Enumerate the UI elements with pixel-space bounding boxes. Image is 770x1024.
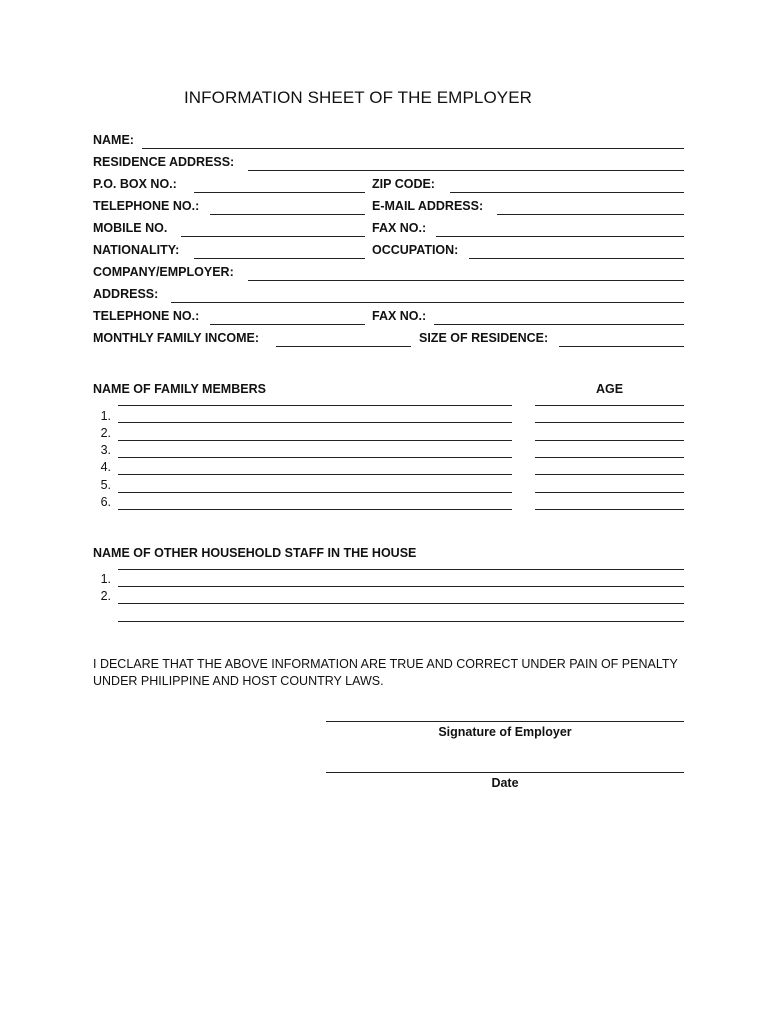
occupation-field[interactable]	[469, 258, 684, 259]
occupation-label: OCCUPATION:	[372, 243, 459, 257]
family-row-number: 6.	[100, 495, 111, 509]
monthly-income-label: MONTHLY FAMILY INCOME:	[93, 331, 259, 345]
company-telephone-label: TELEPHONE NO.:	[93, 309, 200, 323]
mobile-label: MOBILE NO.	[93, 221, 168, 235]
family-member-age-field[interactable]	[535, 422, 684, 423]
nationality-label: NATIONALITY:	[93, 243, 180, 257]
family-row-number: 1.	[100, 409, 111, 423]
age-header: AGE	[596, 382, 624, 396]
staff-name-field[interactable]	[118, 586, 684, 587]
signature-label: Signature of Employer	[438, 725, 572, 739]
family-member-age-field[interactable]	[535, 457, 684, 458]
family-member-age-field[interactable]	[535, 509, 684, 510]
fax-label: FAX NO.:	[372, 221, 427, 235]
signature-line[interactable]	[326, 721, 684, 722]
staff-name-field[interactable]	[118, 621, 684, 622]
telephone-label: TELEPHONE NO.:	[93, 199, 200, 213]
family-member-age-field[interactable]	[535, 474, 684, 475]
residence-address-field[interactable]	[248, 170, 684, 171]
family-row-number: 5.	[100, 478, 111, 492]
family-member-name-field[interactable]	[118, 405, 512, 406]
po-box-label: P.O. BOX NO.:	[93, 177, 177, 191]
zip-code-label: ZIP CODE:	[372, 177, 435, 191]
residence-size-field[interactable]	[559, 346, 684, 347]
date-line[interactable]	[326, 772, 684, 773]
company-fax-label: FAX NO.:	[372, 309, 427, 323]
residence-size-label: SIZE OF RESIDENCE:	[419, 331, 549, 345]
email-label: E-MAIL ADDRESS:	[372, 199, 484, 213]
zip-code-field[interactable]	[450, 192, 684, 193]
company-label: COMPANY/EMPLOYER:	[93, 265, 234, 279]
fax-field[interactable]	[436, 236, 684, 237]
company-telephone-field[interactable]	[210, 324, 365, 325]
family-member-name-field[interactable]	[118, 422, 512, 423]
date-label: Date	[491, 776, 519, 790]
telephone-field[interactable]	[210, 214, 365, 215]
name-field[interactable]	[142, 148, 684, 149]
family-member-name-field[interactable]	[118, 440, 512, 441]
household-staff-header: NAME OF OTHER HOUSEHOLD STAFF IN THE HOUSE	[93, 546, 417, 560]
declaration-text: I DECLARE THAT THE ABOVE INFORMATION ARE TRUE AND CORRECT UNDER PAIN OF PENALTY UNDER PHILIPPINE AND HOST COUNTRY LAWS.	[93, 657, 678, 688]
company-field[interactable]	[248, 280, 684, 281]
family-member-age-field[interactable]	[535, 405, 684, 406]
nationality-field[interactable]	[194, 258, 365, 259]
family-row-number: 4.	[100, 460, 111, 474]
staff-name-field[interactable]	[118, 603, 684, 604]
company-fax-field[interactable]	[434, 324, 684, 325]
family-member-name-field[interactable]	[118, 474, 512, 475]
monthly-income-field[interactable]	[276, 346, 411, 347]
family-member-age-field[interactable]	[535, 440, 684, 441]
family-member-name-field[interactable]	[118, 509, 512, 510]
po-box-field[interactable]	[194, 192, 365, 193]
name-label: NAME:	[93, 133, 134, 147]
family-row-number: 3.	[100, 443, 111, 457]
staff-row-number: 2.	[100, 589, 111, 603]
mobile-field[interactable]	[181, 236, 365, 237]
address-field[interactable]	[171, 302, 684, 303]
page-title: INFORMATION SHEET OF THE EMPLOYER	[183, 88, 533, 107]
family-member-name-field[interactable]	[118, 457, 512, 458]
family-row-number: 2.	[100, 426, 111, 440]
email-field[interactable]	[497, 214, 684, 215]
staff-name-field[interactable]	[118, 569, 684, 570]
residence-address-label: RESIDENCE ADDRESS:	[93, 155, 235, 169]
family-member-name-field[interactable]	[118, 492, 512, 493]
family-member-age-field[interactable]	[535, 492, 684, 493]
family-members-header: NAME OF FAMILY MEMBERS	[93, 382, 266, 396]
address-label: ADDRESS:	[93, 287, 159, 301]
staff-row-number: 1.	[100, 572, 111, 586]
